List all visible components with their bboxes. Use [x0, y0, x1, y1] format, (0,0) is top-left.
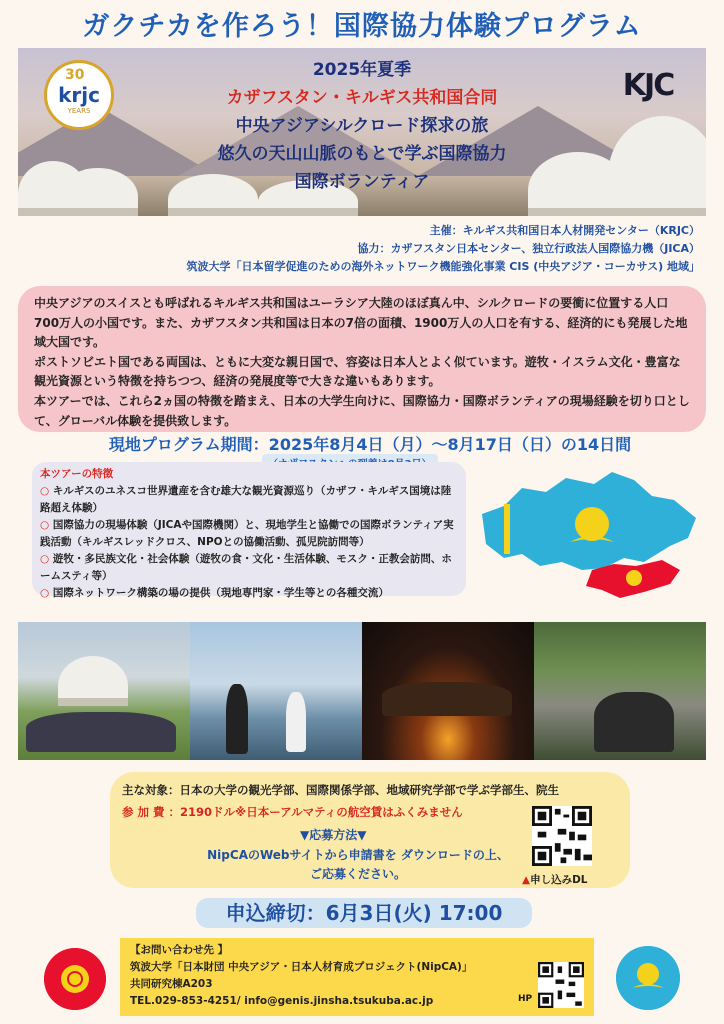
feature-item [40, 517, 458, 551]
feature-text: 遊牧・多民族文化・社会体験（遊牧の食・文化・生活体験、モスク・正教会訪問、ホームスティ等） [40, 553, 452, 582]
feature-item [40, 483, 458, 517]
yurt-image [58, 656, 128, 706]
hero-line-3: 中央アジアシルクロード探求の旅 [235, 116, 489, 136]
person-figure [226, 684, 248, 754]
qr-apply-label-text: 申し込みDL [530, 874, 588, 886]
qr-code-apply-icon[interactable] [532, 806, 592, 866]
contact-title: 【お問い合わせ先 】 [130, 944, 229, 956]
organizer-host: 主催：キルギス共和国日本人材開発センター（KRJC） [429, 224, 700, 237]
features-box [32, 462, 466, 599]
person-figure [286, 692, 306, 752]
contact-tel-email[interactable]: TEL.029-853-4251/ info@genis.jinsha.tsukuba.ac.jp [130, 995, 434, 1007]
kjc-logo [612, 68, 684, 110]
description-box [18, 286, 706, 432]
qr-apply-label [522, 872, 588, 887]
kyrgyzstan-flag-icon [44, 948, 106, 1010]
hero-line-5: 国際ボランティア [294, 172, 430, 192]
triangle-up-icon: ▲ [522, 874, 531, 886]
organizer-cooperation: 協力：カザフスタン日本センター、独立行政法人国際協力機（JICA） [357, 242, 700, 255]
hero-banner [18, 48, 706, 216]
kazakhstan-ornament [504, 504, 510, 554]
circle-bullet-icon: ○ [40, 519, 50, 531]
kyrgyzstan-sun-icon [626, 570, 642, 586]
program-period: 現地プログラム期間：2025年8月4日（月）〜8月17日（日）の14日間 [108, 435, 632, 454]
circle-bullet-icon: ○ [40, 587, 50, 599]
hero-text [18, 56, 706, 196]
waterfall-photo [534, 622, 706, 760]
circle-bullet-icon: ○ [40, 485, 50, 497]
page-title: ガクチカを作ろう！国際協力体験プログラム [82, 11, 642, 42]
feature-item [40, 551, 458, 585]
krjc-logo-number: 30 [65, 67, 85, 83]
description-paragraph: 本ツアーでは、これら2ヵ国の特徴を踏まえ、日本の大学生向けに、国際協力・国際ボランティアの現場経験を切り口として、グローバル体験を提供致します。 [34, 393, 690, 428]
hp-label: HP [518, 994, 533, 1004]
organizer-university: 筑波大学「日本留学促進のための海外ネットワーク機能強化事業 CIS (中央アジア・コーカサス) 地域」 [186, 260, 700, 273]
application-deadline: 申込締切：6月3日(火) 17:00 [196, 898, 532, 928]
circle-bullet-icon: ○ [40, 553, 50, 565]
group-photo-yurt [18, 622, 190, 760]
feature-text: キルギスのユネスコ世界遺産を含む雄大な観光資源巡り（カザフ・キルギス国境は陸路超え体験） [40, 485, 452, 514]
contact-box [120, 938, 594, 1016]
krjc-logo-years: YEARS [67, 107, 91, 115]
hero-countries: カザフスタン・キルギス共和国合同 [226, 88, 498, 108]
participation-fee: 参 加 費 ：2190ドル※日本ーアルマティの航空賃はふくみません [122, 805, 463, 819]
krjc-logo [44, 60, 114, 130]
kjc-logo-text: KJC [622, 68, 674, 103]
apply-instructions [168, 846, 548, 884]
apply-method-heading: ▼応募方法▼ [300, 828, 367, 842]
feature-text: 国際ネットワーク構築の場の提供（現地専門家・学生等との各種交流） [52, 587, 389, 599]
lake-boat-photo [190, 622, 362, 760]
kazakhstan-sun-icon [575, 507, 609, 541]
people-group [382, 682, 512, 716]
hero-season: 2025年夏季 [312, 60, 412, 80]
contact-room: 共同研究棟A203 [130, 978, 213, 990]
organizers [186, 222, 700, 276]
kazakhstan-kyrgyzstan-map [474, 466, 704, 608]
kazakhstan-flag-icon [616, 946, 680, 1010]
apply-instructions-line: ご応募ください。 [309, 867, 406, 881]
feature-item [40, 585, 458, 602]
target-audience: 主な対象：日本の大学の観光学部、国際関係学部、地域研究学部で学ぶ学部生、院生 [122, 783, 559, 797]
hero-line-4: 悠久の天山山脈のもとで学ぶ国際協力 [217, 144, 507, 164]
description-paragraph: ポストソビエト国である両国は、ともに大変な親日国で、容姿は日本人とよく似ています。遊牧・イスラム文化・豊富な観光資源という特徴を持ちつつ、経済の発展度等で大きな違いもあります。 [34, 354, 681, 389]
contact-org: 筑波大学「日本財団 中央アジア・日本人材育成プロジェクト(NipCA)」 [130, 961, 473, 973]
description-paragraph: 中央アジアのスイスとも呼ばれるキルギス共和国はユーラシア大陸のほぼ真ん中、シルクロードの要衝に位置する人口700万人の小国です。また、カザフスタン共和国は日本の7倍の面積、1900万人の人口を有する、経済的にも発展した地域大国です。 [34, 296, 688, 350]
krjc-logo-text: krjc [58, 83, 100, 107]
people-group [26, 712, 176, 752]
campfire-photo [362, 622, 534, 760]
qr-code-hp-icon[interactable] [538, 962, 584, 1008]
feature-text: 国際協力の現場体験（JICAや国際機関）と、現地学生と協働での国際ボランティア実践活動（キルギスレッドクロス、NPOとの協働活動、孤児院訪問等） [40, 519, 454, 548]
people-group [594, 692, 674, 752]
apply-instructions-line: NipCAのWebサイトから申請書を ダウンロードの上、 [207, 848, 509, 862]
features-title: 本ツアーの特徴 [40, 468, 114, 480]
